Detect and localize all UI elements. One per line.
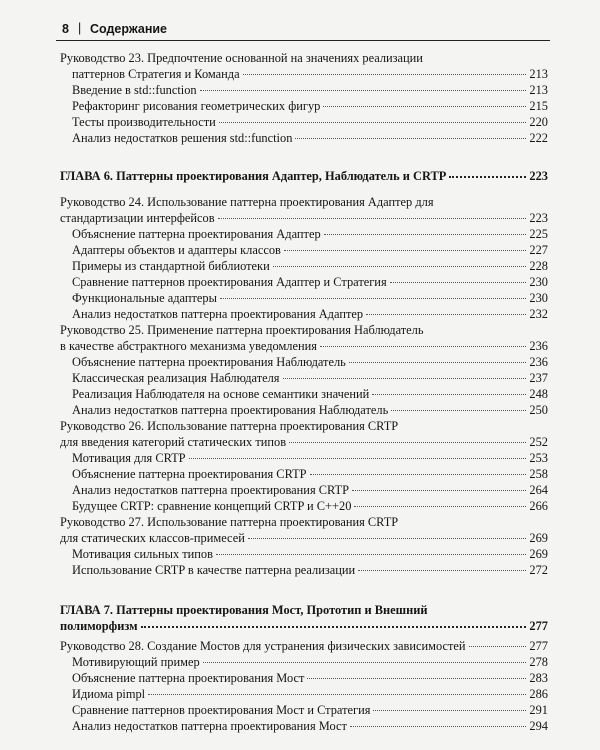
leader-dots [372, 394, 526, 395]
toc-page: 269 [529, 531, 548, 545]
toc-page: 277 [529, 619, 548, 633]
toc-page: 228 [529, 259, 548, 273]
toc-subentry [60, 466, 548, 482]
toc-entry-24-line1: Руководство 24. Использование паттерна проектирования Адаптер для [60, 195, 434, 209]
leader-dots [189, 458, 527, 459]
toc-page: 258 [529, 467, 548, 481]
toc-page: 252 [529, 435, 548, 449]
toc-subentry [60, 402, 548, 418]
toc-subentry-title: Тесты производительности [72, 115, 216, 129]
toc-subentry-title: Объяснение паттерна проектирования Мост [72, 671, 305, 685]
toc-entry-26-line1: Руководство 26. Использование паттерна проектирования CRTP [60, 419, 399, 433]
leader-dots [391, 410, 526, 411]
toc-subentry-title: Объяснение паттерна проектирования CRTP [72, 467, 307, 481]
toc-subentry-title: Классическая реализация Наблюдателя [72, 371, 280, 385]
toc-page: 215 [529, 99, 548, 113]
toc-page: 277 [529, 639, 548, 653]
toc-page: 272 [529, 563, 548, 577]
toc-entry-title: стандартизации интерфейсов [60, 211, 215, 225]
leader-dots [218, 218, 527, 219]
toc-subentry-title: Рефакторинг рисования геометрических фигур [72, 99, 321, 113]
toc-page: 213 [529, 83, 548, 97]
toc-subentry-title: Сравнение паттернов проектирования Мост и Стратегия [72, 703, 371, 717]
leader-dots [449, 176, 526, 178]
toc-entry-26 [60, 434, 548, 450]
toc-entry-25-line1: Руководство 25. Применение паттерна проектирования Наблюдатель [60, 323, 424, 337]
toc-entry-27 [60, 530, 548, 546]
toc-page: 222 [529, 131, 548, 145]
toc-page: 237 [529, 371, 548, 385]
toc-entry-title: для введения категорий статических типов [60, 435, 287, 449]
toc-page: 283 [529, 671, 548, 685]
leader-dots [248, 538, 527, 539]
toc-page: 227 [529, 243, 548, 257]
toc-entry-28 [60, 638, 548, 654]
page-number: 8 [62, 22, 69, 36]
toc-subentry [60, 670, 548, 686]
leader-dots [390, 282, 527, 283]
toc-subentry-title: Анализ недостатков паттерна проектирования CRTP [72, 483, 349, 497]
toc-subentry [60, 226, 548, 242]
toc-page: 294 [529, 719, 548, 733]
toc-subentry [60, 702, 548, 718]
toc-entry-27-line1: Руководство 27. Использование паттерна проектирования CRTP [60, 515, 399, 529]
leader-dots [220, 298, 526, 299]
toc-subentry-title: Адаптеры объектов и адаптеры классов [72, 243, 281, 257]
toc-entry-title: в качестве абстрактного механизма уведомления [60, 339, 317, 353]
toc-entry-23-line1: Руководство 23. Предпочтение основанной на значениях реализации [60, 51, 423, 65]
toc-subentry [60, 130, 548, 146]
toc-subentry [60, 290, 548, 306]
leader-dots [310, 474, 527, 475]
toc-page: 230 [529, 291, 548, 305]
leader-dots [289, 442, 526, 443]
toc-subentry [60, 386, 548, 402]
toc-page: 223 [529, 169, 548, 183]
toc-subentry-title: Анализ недостатков решения std::function [72, 131, 293, 145]
leader-dots [323, 106, 526, 107]
toc-entry-title: для статических классов-примесей [60, 531, 245, 545]
leader-dots [141, 626, 527, 628]
leader-dots [324, 234, 527, 235]
table-of-contents [60, 50, 548, 734]
toc-subentry [60, 274, 548, 290]
toc-subentry-title: Введение в std::function [72, 83, 197, 97]
toc-page: 232 [529, 307, 548, 321]
toc-subentry-title: Анализ недостатков паттерна проектирования Адаптер [72, 307, 364, 321]
toc-subentry [60, 114, 548, 130]
leader-dots [373, 710, 526, 711]
toc-subentry [60, 498, 548, 514]
toc-subentry [60, 306, 548, 322]
running-header [56, 20, 550, 41]
leader-dots [219, 122, 527, 123]
leader-dots [352, 490, 526, 491]
chapter-7-heading [60, 618, 548, 634]
leader-dots [469, 646, 527, 647]
toc-subentry-title: Идиома pimpl [72, 687, 146, 701]
toc-page: 253 [529, 451, 548, 465]
header-separator: | [78, 21, 82, 35]
leader-dots [284, 250, 527, 251]
toc-page: 225 [529, 227, 548, 241]
leader-dots [200, 90, 527, 91]
toc-subentry-title: Сравнение паттернов проектирования Адаптер и Стратегия [72, 275, 387, 289]
leader-dots [366, 314, 526, 315]
toc-subentry-title: Объяснение паттерна проектирования Адаптер [72, 227, 321, 241]
toc-subentry [60, 242, 548, 258]
toc-page: 236 [529, 355, 548, 369]
leader-dots [148, 694, 526, 695]
toc-page: 213 [529, 67, 548, 81]
toc-subentry [60, 82, 548, 98]
leader-dots [243, 74, 527, 75]
chapter-6-heading [60, 168, 548, 184]
toc-page: 286 [529, 687, 548, 701]
toc-subentry [60, 258, 548, 274]
toc-entry-25 [60, 338, 548, 354]
toc-subentry-title: Анализ недостатков паттерна проектирования Мост [72, 719, 347, 733]
header-title: Содержание [90, 22, 168, 36]
toc-subentry-title: Реализация Наблюдателя на основе семантики значений [72, 387, 370, 401]
leader-dots [320, 346, 526, 347]
leader-dots [354, 506, 526, 507]
toc-subentry-title: Будущее CRTP: сравнение концепций CRTP и C++20 [72, 499, 352, 513]
toc-page: 264 [529, 483, 548, 497]
leader-dots [216, 554, 526, 555]
toc-page: 250 [529, 403, 548, 417]
toc-page: 248 [529, 387, 548, 401]
toc-subentry [60, 686, 548, 702]
toc-page: 223 [529, 211, 548, 225]
leader-dots [273, 266, 527, 267]
toc-page: 230 [529, 275, 548, 289]
leader-dots [203, 662, 527, 663]
toc-subentry-title: Использование CRTP в качестве паттерна реализации [72, 563, 356, 577]
chapter-title: полиморфизм [60, 619, 138, 633]
leader-dots [295, 138, 526, 139]
toc-subentry [60, 450, 548, 466]
leader-dots [307, 678, 526, 679]
toc-subentry [60, 482, 548, 498]
toc-entry-24 [60, 210, 548, 226]
toc-page: 236 [529, 339, 548, 353]
toc-subentry [60, 718, 548, 734]
toc-subentry [60, 562, 548, 578]
toc-page: 291 [529, 703, 548, 717]
toc-page: 220 [529, 115, 548, 129]
leader-dots [350, 726, 527, 727]
chapter-7-heading-line1: ГЛАВА 7. Паттерны проектирования Мост, Прототип и Внешний [60, 603, 428, 617]
toc-entry-title: Руководство 28. Создание Мостов для устранения физических зависимостей [60, 639, 466, 653]
leader-dots [283, 378, 527, 379]
toc-subentry-title: Функциональные адаптеры [72, 291, 217, 305]
toc-subentry [60, 546, 548, 562]
toc-subentry-title: Анализ недостатков паттерна проектирования Наблюдатель [72, 403, 389, 417]
toc-subentry [60, 370, 548, 386]
toc-subentry [60, 98, 548, 114]
leader-dots [349, 362, 527, 363]
toc-page: 269 [529, 547, 548, 561]
toc-subentry-title: Мотивация сильных типов [72, 547, 213, 561]
toc-entry-title: паттернов Стратегия и Команда [72, 67, 240, 81]
toc-page: 278 [529, 655, 548, 669]
toc-subentry-title: Примеры из стандартной библиотеки [72, 259, 270, 273]
toc-subentry-title: Объяснение паттерна проектирования Наблюдатель [72, 355, 346, 369]
toc-page: 266 [529, 499, 548, 513]
chapter-title: ГЛАВА 6. Паттерны проектирования Адаптер, Наблюдатель и CRTP [60, 169, 447, 183]
toc-subentry [60, 654, 548, 670]
leader-dots [358, 570, 526, 571]
toc-subentry-title: Мотивирующий пример [72, 655, 200, 669]
toc-subentry [60, 354, 548, 370]
toc-entry-23 [60, 66, 548, 82]
toc-subentry-title: Мотивация для CRTP [72, 451, 186, 465]
